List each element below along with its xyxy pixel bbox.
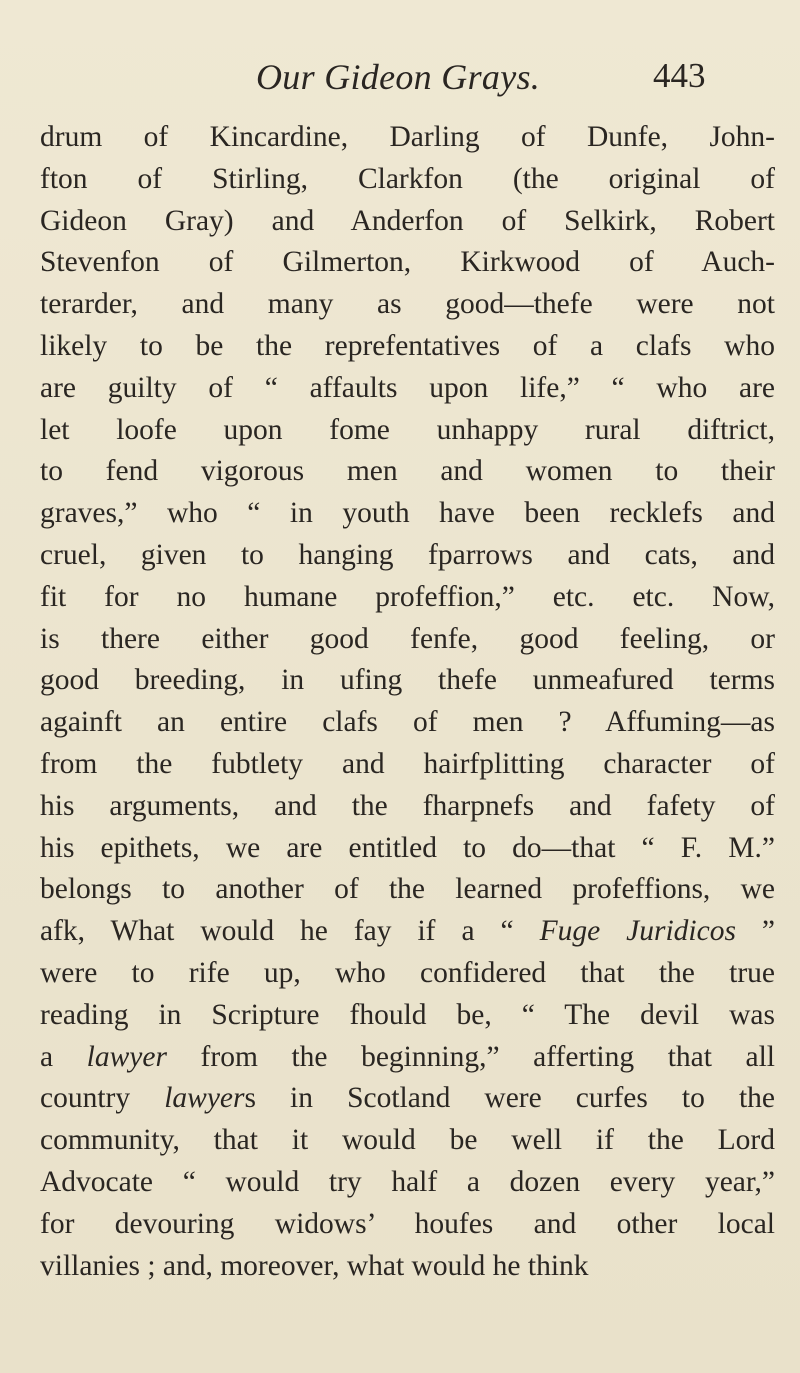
text-line: let loofe upon fome unhappy rural diftrict,	[40, 413, 775, 446]
text-line: a lawyer from the beginning,” afferting that all	[40, 1040, 775, 1073]
text-line: country lawyers in Scotland were curfes to the	[40, 1082, 775, 1115]
text-line: likely to be the reprefentatives of a clafs who	[40, 329, 775, 362]
text-line: is there either good fenfe, good feeling, or	[40, 622, 775, 655]
text-line: Gideon Gray) and Anderfon of Selkirk, Robert	[40, 204, 775, 237]
text-line: to fend vigorous men and women to their	[40, 455, 775, 488]
text-line: community, that it would be well if the Lord	[40, 1124, 775, 1157]
running-title: Our Gideon Grays.	[256, 57, 541, 97]
text-line: from the fubtlety and hairfplitting character of	[40, 747, 775, 780]
emphasis-text: Fuge Juridicos	[539, 915, 736, 948]
emphasis-text: lawyer	[86, 1040, 167, 1073]
text-line: afk, What would he fay if a “ Fuge Juridicos ”	[40, 915, 775, 948]
running-head	[0, 56, 800, 106]
page-number: 443	[653, 56, 706, 95]
text-line: Advocate “ would try half a dozen every year,”	[40, 1165, 775, 1198]
text-line: againft an entire clafs of men ? Affuming—as	[40, 706, 775, 739]
text-line: cruel, given to hanging fparrows and cats, and	[40, 538, 775, 571]
text-line: were to rife up, who confidered that the true	[40, 956, 775, 989]
text-line: for devouring widows’ houfes and other local	[40, 1207, 775, 1240]
body-text	[40, 117, 775, 1287]
text-line: graves,” who “ in youth have been recklefs and	[40, 497, 775, 530]
text-line: fit for no humane profeffion,” etc. etc. Now,	[40, 580, 775, 613]
text-line: reading in Scripture fhould be, “ The devil was	[40, 998, 775, 1031]
text-line: his arguments, and the fharpnefs and fafety of	[40, 789, 775, 822]
text-line: drum of Kincardine, Darling of Dunfe, John-	[40, 121, 775, 153]
text-line: are guilty of “ affaults upon life,” “ who are	[40, 371, 775, 404]
text-line: good breeding, in ufing thefe unmeafured terms	[40, 664, 775, 697]
text-line: his epithets, we are entitled to do—that “ F. M.”	[40, 831, 775, 864]
text-line: villanies ; and, moreover, what would he think	[40, 1249, 589, 1282]
text-line: belongs to another of the learned profeffions, we	[40, 873, 775, 906]
text-line: terarder, and many as good—thefe were not	[40, 288, 775, 321]
text-line: fton of Stirling, Clarkfon (the original of	[40, 162, 775, 195]
emphasis-text: lawyer	[164, 1082, 245, 1115]
text-line: Stevenfon of Gilmerton, Kirkwood of Auch-	[40, 246, 775, 279]
